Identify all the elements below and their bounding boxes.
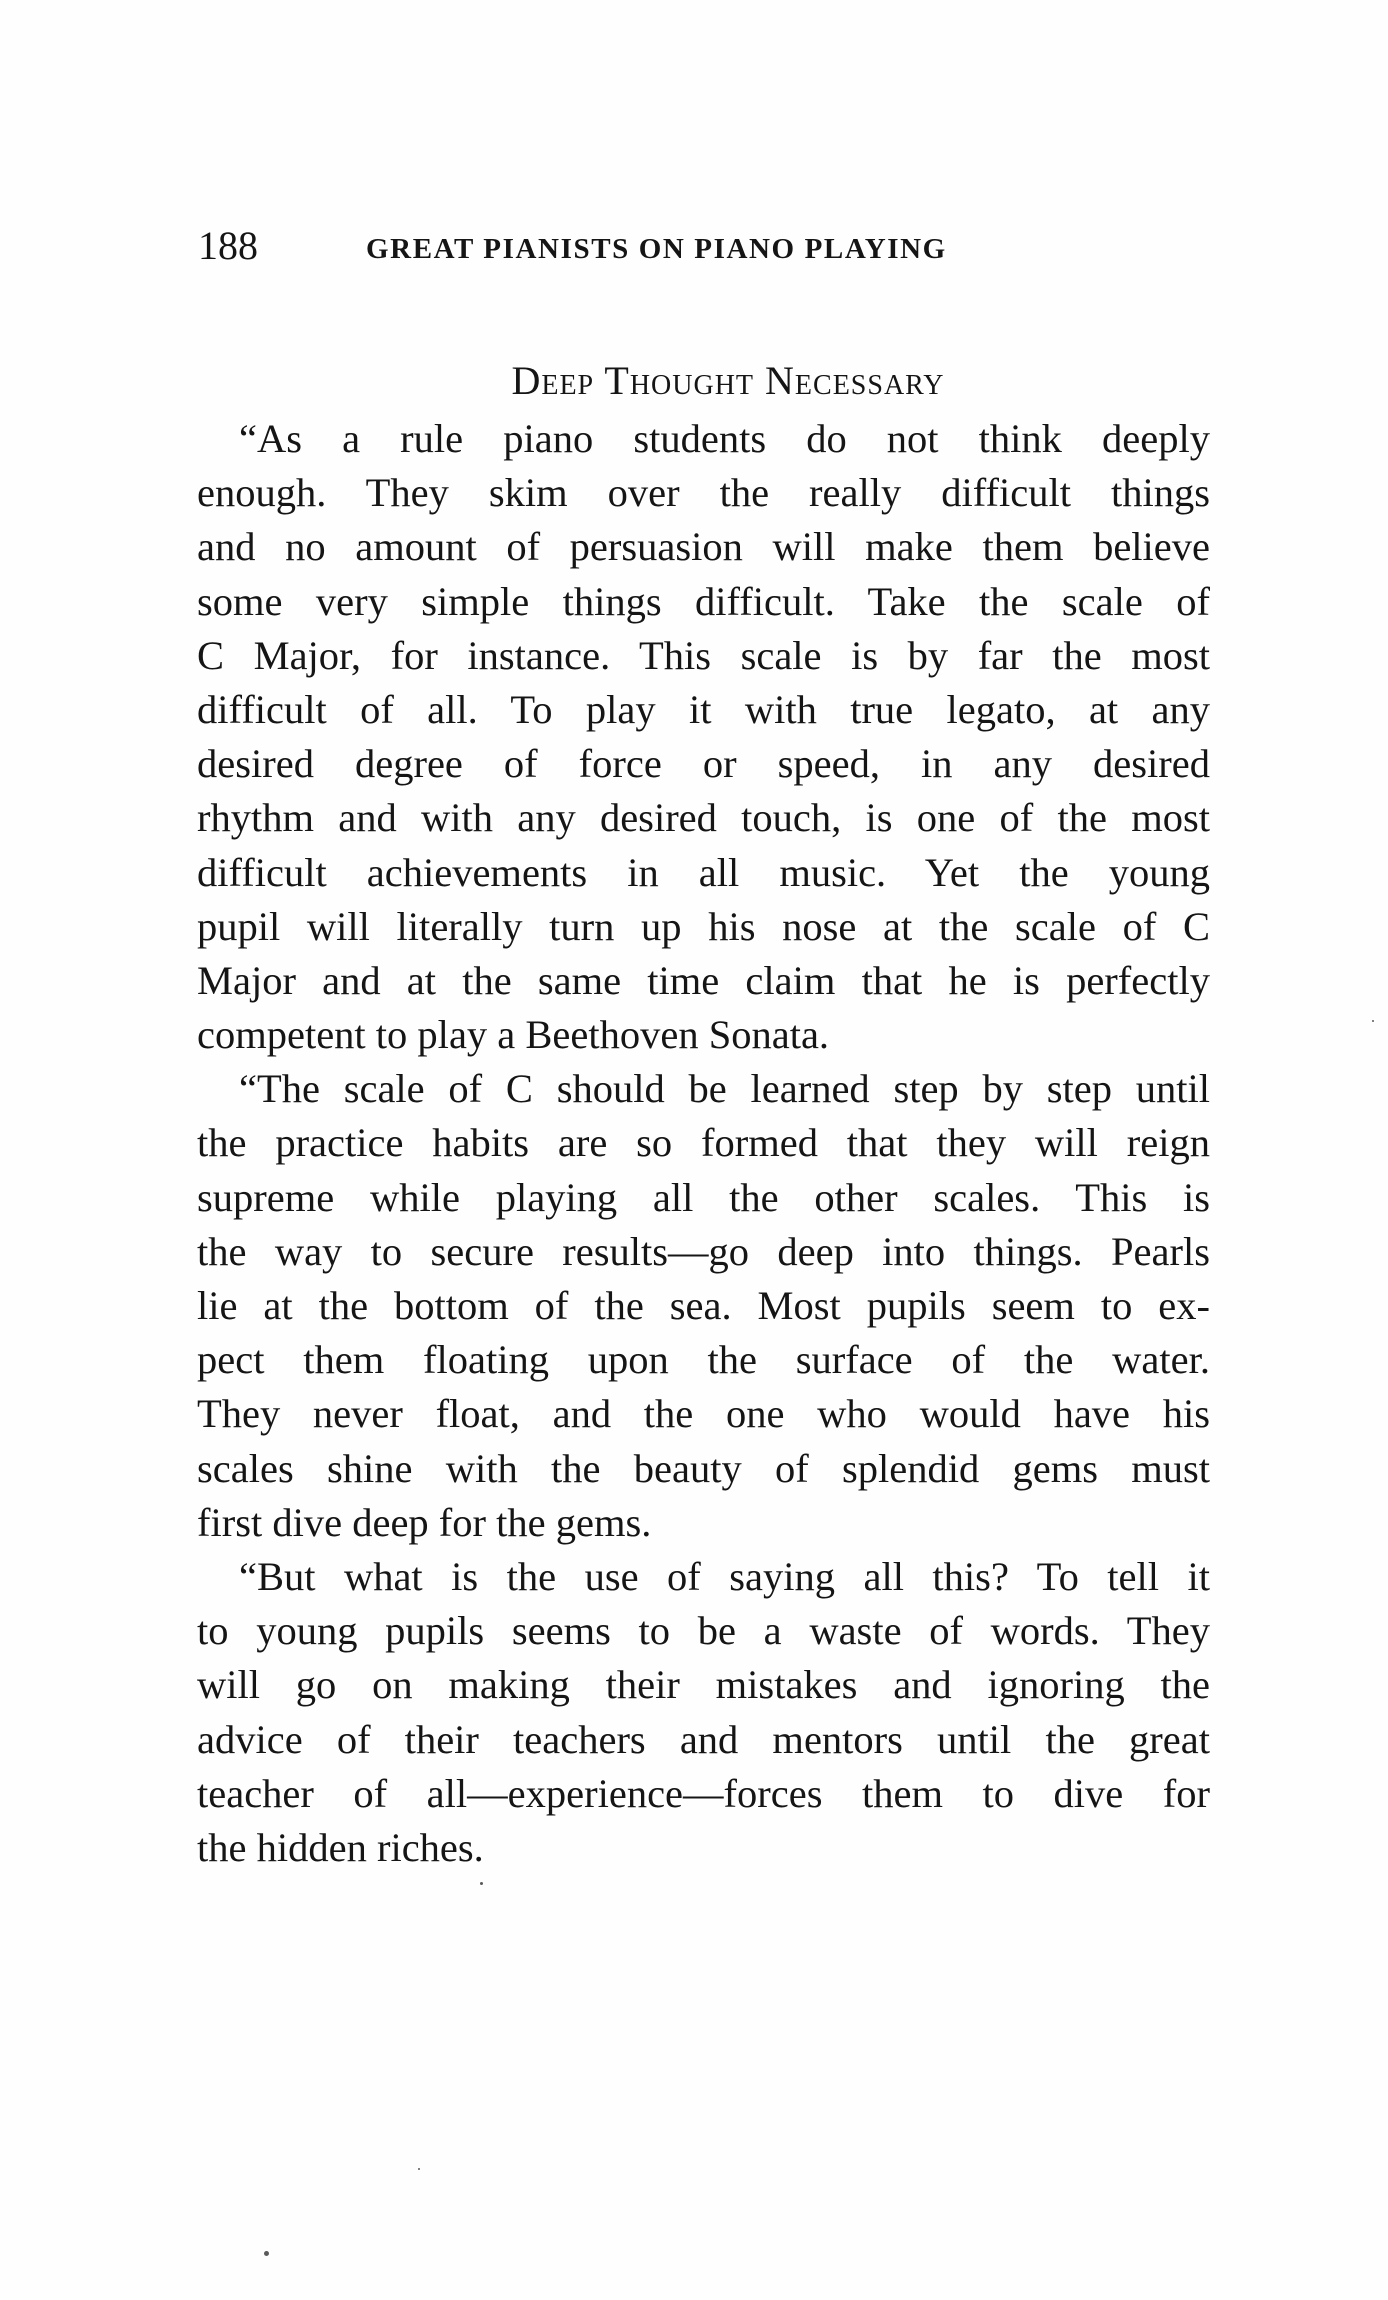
text-line: competent to play a Beethoven Sonata. (197, 1012, 830, 1058)
paper-speck (264, 2251, 269, 2256)
section-heading: Deep Thought Necessary (511, 358, 945, 403)
text-line: first dive deep for the gems. (197, 1499, 652, 1545)
paper-speck (418, 2168, 420, 2170)
text-line: supreme while playing all the other scales. This is (197, 1174, 1210, 1220)
text-line: difficult of all. To play it with true legato, at any (197, 686, 1210, 732)
text-line: enough. They skim over the really difficult things (197, 470, 1210, 516)
text-line: lie at the bottom of the sea. Most pupils seem to ex- (197, 1283, 1210, 1328)
paper-speck (1372, 1020, 1374, 1022)
text-line: some very simple things difficult. Take the scale of (197, 578, 1210, 624)
text-line: “But what is the use of saying all this? To tell it (239, 1553, 1210, 1599)
book-title: GREAT PIANISTS ON PIANO PLAYING (366, 233, 947, 265)
text-line: “The scale of C should be learned step by step until (239, 1066, 1210, 1112)
text-line: and no amount of persuasion will make them believe (197, 524, 1210, 570)
paragraph-2 (197, 1062, 1210, 1550)
paragraph-1 (197, 412, 1210, 1062)
text-line: advice of their teachers and mentors until the great (197, 1716, 1210, 1762)
text-line: the practice habits are so formed that they will reign (197, 1120, 1210, 1166)
text-line: desired degree of force or speed, in any desired (197, 741, 1210, 787)
text-line: C Major, for instance. This scale is by far the most (197, 632, 1210, 678)
body-text (197, 412, 1210, 1875)
text-line: teacher of all—experience—forces them to dive for (197, 1770, 1210, 1816)
paragraph-3 (197, 1550, 1210, 1875)
text-line: Major and at the same time claim that he is perfectly (197, 957, 1210, 1003)
text-line: will go on making their mistakes and ignoring the (197, 1662, 1210, 1708)
text-line: pupil will literally turn up his nose at the scale of C (197, 903, 1210, 949)
text-line: “As a rule piano students do not think deeply (239, 416, 1210, 461)
paper-speck (480, 1882, 483, 1885)
text-line: the hidden riches. (197, 1824, 484, 1870)
text-line: scales shine with the beauty of splendid gems must (197, 1445, 1210, 1491)
text-line: pect them floating upon the surface of the water. (197, 1337, 1210, 1383)
text-line: rhythm and with any desired touch, is one of the most (197, 795, 1210, 841)
text-line: the way to secure results—go deep into things. Pearls (197, 1228, 1210, 1274)
text-line: to young pupils seems to be a waste of words. They (197, 1608, 1210, 1654)
text-line: difficult achievements in all music. Yet the young (197, 849, 1210, 895)
text-line: They never float, and the one who would have his (197, 1391, 1210, 1437)
running-head (198, 216, 1208, 276)
page-number: 188 (198, 223, 258, 268)
